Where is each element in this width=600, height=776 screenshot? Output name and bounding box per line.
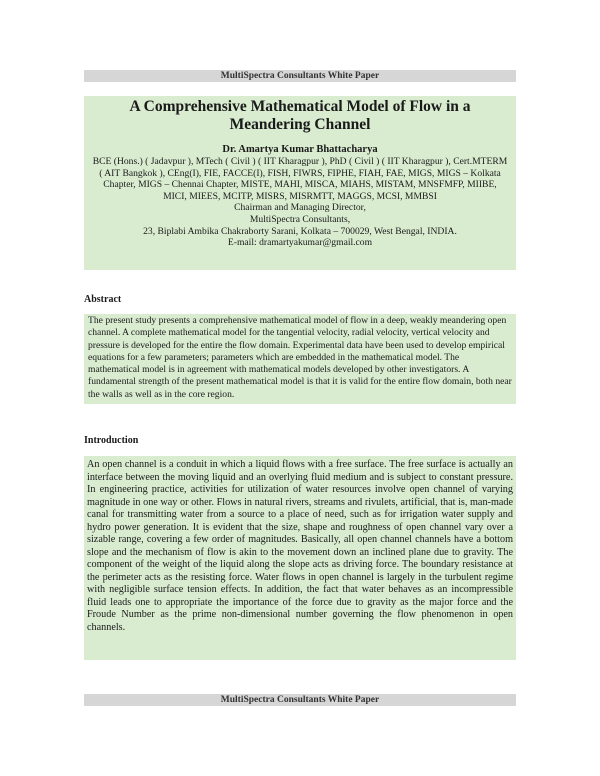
- abstract-block: [84, 314, 516, 404]
- introduction-text: An open channel is a conduit in which a liquid flows with a free surface. The free surface is actually an interface between the moving liquid and an overlying fluid medium and is subject to constant pressure. In engineering practice, activities for utilization of water resources involve open channel of varying magnitude in one way or other. Flows in natural rivers, streams and rivulets, artificial, that is, man-made canal for transmitting water from a source to a place of need, such as for irrigation water supply and hydro power generation. It is evident that the size, shape and roughness of open channel vary over a sizable range, covering a few order of magnitudes. Basically, all open channel channels have a bottom slope and the mechanism of flow is akin to the movement down an inclined plane due to gravity. The component of the weight of the liquid along the slope acts as driving force. The boundary resistance at the perimeter acts as the resisting force. Water flows in open channel is largely in the turbulent regime with negligible surface tension effects. In addition, the fact that water behaves as an incompressible fluid leads one to appropriate the importance of the force due to gravity as the major force and the Froude Number as the prime non-dimensional number governing the flow phenomenon in open channels.: [87, 459, 513, 633]
- abstract-text: The present study presents a comprehensive mathematical model of flow in a deep, weakly meandering open channel. A complete mathematical model for the tangential velocity, radial velocity, vertical velocity and pressure is developed for the entire the flow domain. Experimental data have been used to develop empirical equations for a few parameters; parameters which are embedded in the mathematical model. The mathematical model is in agreement with mathematical models developed by other investigators. A fundamental strength of the present mathematical model is that it is valid for the entire flow domain, both near the walls as well as in the core region.: [88, 315, 512, 400]
- page-header: MultiSpectra Consultants White Paper: [84, 70, 516, 82]
- paper-title: A Comprehensive Mathematical Model of Flow in a Meandering Channel: [129, 98, 471, 133]
- page-footer: MultiSpectra Consultants White Paper: [84, 694, 516, 706]
- author-company: MultiSpectra Consultants,: [249, 213, 351, 225]
- author-address: 23, Biplabi Ambika Chakraborty Sarani, Kolkata – 700029, West Bengal, INDIA.: [143, 225, 457, 237]
- abstract-heading: Abstract: [84, 294, 122, 305]
- introduction-heading: Introduction: [84, 435, 139, 446]
- author-name: Dr. Amartya Kumar Bhattacharya: [222, 144, 378, 155]
- author-credentials: BCE (Hons.) ( Jadavpur ), MTech ( Civil ) ( IIT Kharagpur ), PhD ( Civil ) ( IIT Kharagpur ), Cert.MTERM ( AIT Bangkok ), CEng(I), FIE, FACCE(I), FISH, FIWRS, FIPHE, FIAH, FAE, MIGS, MIGS – Kolkata Chapter, MIGS – Chennai Chapter, MISTE, MAHI, MISCA, MIAHS, MISTAM, MNSFMFP, MIIBE, MICI, MIEES, MCITP, MISRS, MISRMTT, MAGGS, MCSI, MMBSI: [92, 156, 508, 202]
- introduction-block: [84, 456, 516, 660]
- title-block: [84, 96, 516, 270]
- author-email: E-mail: dramartyakumar@gmail.com: [227, 237, 373, 249]
- author-role: Chairman and Managing Director,: [234, 202, 366, 214]
